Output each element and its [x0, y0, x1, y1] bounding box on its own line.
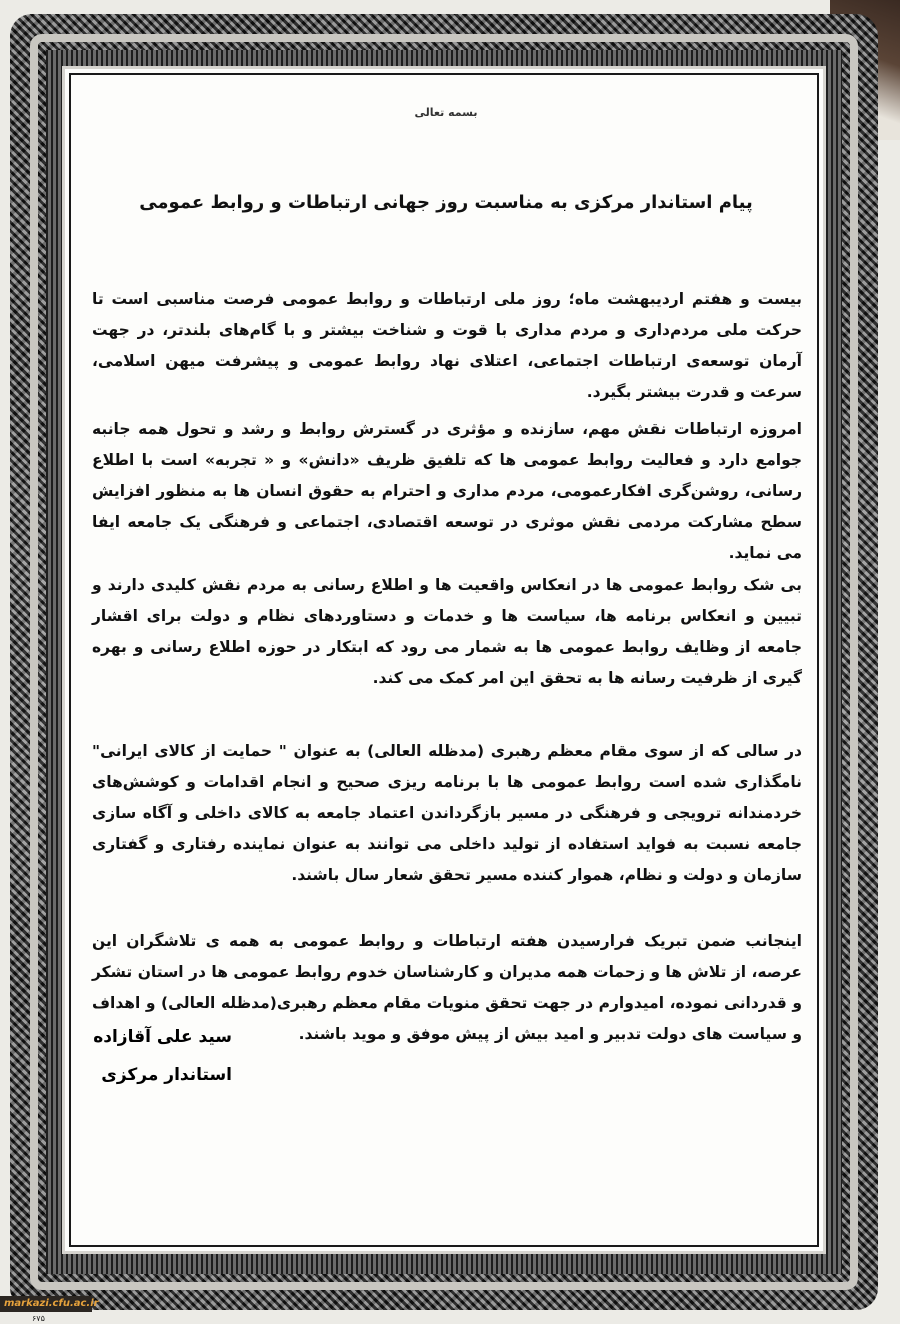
basmala-heading: بسمه تعالی — [414, 106, 478, 119]
paragraph-2: امروزه ارتباطات نقش مهم، سازنده و مؤثری در گسترش روابط و رشد و تحول همه جانبه جوامع دارد و فعالیت روابط عمومی ها که تلفیق ظریف «دانش» و « تجربه» است با اطلاع رسانی، روشن‌گری افکارعمومی، مردم مداری و احترام به حقوق انسان ها به منظور افزایش سطح مشارکت مردمی نقش موثری در توسعه اقتصادی، اجتماعی و فرهنگی یک جامعه ایفا می نماید. — [92, 419, 802, 562]
page-number: ۶۷۵ — [32, 1314, 45, 1323]
signatory-position: استاندار مرکزی — [101, 1065, 232, 1085]
site-watermark: markazi.cfu.ac.ir — [0, 1296, 92, 1312]
letter-title: پیام استاندار مرکزی به مناسبت روز جهانی ارتباطات و روابط عمومی — [139, 192, 753, 213]
paragraph-5: اینجانب ضمن تبریک فرارسیدن هفته ارتباطات و روابط عمومی به همه ی تلاشگران این عرصه، از تلاش ها و زحمات همه مدیران و کارشناسان خدوم روابط عمومی ها در استان تشکر و قدردانی نموده، امیدوارم در جهت تحقق منویات مقام معظم رهبری(مدظله العالی) و اهداف و سیاست های دولت تدبیر و امید بیش از پیش موفق و موید باشند. — [92, 931, 802, 1043]
paragraph-1: بیست و هفتم اردیبهشت ماه؛ روز ملی ارتباطات و روابط عمومی فرصت مناسبی است تا حرکت ملی مردم‌داری و مردم مداری با قوت و شناخت بیشتر و با گام‌های بلندتر، در جهت آرمان توسعه‌ی ارتباطات اجتماعی، اعتلای نهاد روابط عمومی و پیشرفت میهن اسلامی، سرعت و قدرت بیشتر بگیرد. — [92, 289, 802, 401]
paragraph-4: در سالی که از سوی مقام معظم رهبری (مدظله العالی) به عنوان " حمایت از کالای ایرانی" نامگذاری شده است روابط عمومی ها با برنامه ریزی صحیح و انجام اقدامات و کوشش‌های خردمندانه ترویجی و فرهنگی در مسیر بازگرداندن اعتماد جامعه به کالای داخلی و آگاه سازی جامعه نسبت به فواید استفاده از تولید داخلی می توانند به عنوان نماینده رفتاری و گفتاری سازمان و دولت و نظام، هموار کننده مسیر تحقق شعار سال باشند. — [92, 741, 802, 884]
signature-block — [32, 1018, 232, 1094]
signatory-name: سید علی آقازاده — [93, 1027, 232, 1047]
paragraph-3: بی شک روابط عمومی ها در انعکاس واقعیت ها و اطلاع رسانی به مردم نقش کلیدی دارند و تبیین و انعکاس برنامه ها، سیاست ها و خدمات و دستاوردهای نظام و دولت برای اقشار جامعه از وظایف روابط عمومی ها به شمار می رود که ابتکار در حوزه اطلاع رسانی و بهره گیری از ظرفیت رسانه ها به تحقق این امر کمک می کند. — [92, 575, 802, 687]
